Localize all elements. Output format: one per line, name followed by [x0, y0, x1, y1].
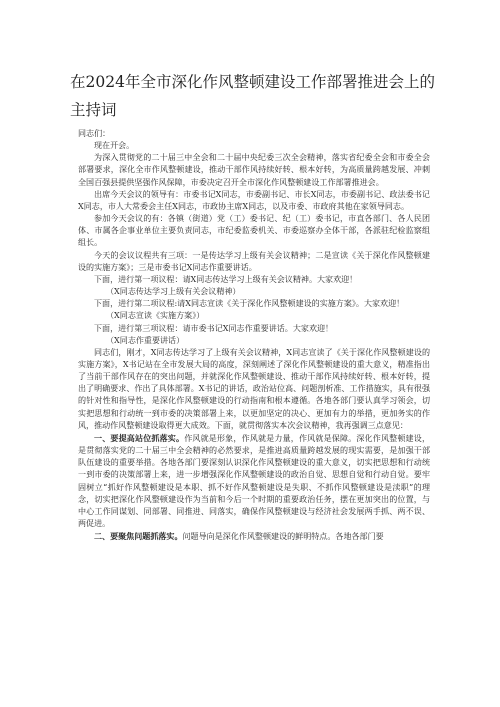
paragraph: 今天的会议议程共有三项：一是传达学习上级有关会议精神；二是宣读《关于深化作风整顿建设的实施方案》；三是市委书记X同志作重要讲话。	[78, 250, 430, 272]
section-text: 问题导向是深化作风整顿建设的鲜明特点。各地各部门要	[182, 532, 384, 542]
paragraph	[78, 432, 430, 530]
paragraph: （X同志传达学习上级有关会议精神）	[106, 287, 241, 297]
paragraph: 出席今天会议的领导有：市委书记X同志，市委副书记、市长X同志，市委副书记、政法委书记X同志，市人大常委会主任X同志，市政协主席X同志，以及市委、市政府其他在家领导同志。	[78, 189, 430, 211]
document-title: 在2024年全市深化作风整顿建设工作部署推进会上的主持词	[70, 73, 435, 119]
paragraph: 下面，进行第三项议程：请市委书记X同志作重要讲话。大家欢迎！	[94, 323, 334, 333]
paragraph: 下面，进行第二项议程:请X同志宣读《关于深化作风整顿建设的实施方案》。大家欢迎！	[94, 299, 405, 309]
section-heading: 二、要聚焦问题抓落实。	[94, 531, 183, 542]
paragraph: 为深入贯彻党的二十届三中全会和二十届中央纪委三次全会精神，落实省纪委全会和市委全会部署要求，深化全市作风整顿建设，推动干部作风持续好转、根本好转，为高质量跨越发展、冲刺全国百强县提供坚强作风保障，市委决定召开全市深化作风整顿建设工作部署推进会。	[78, 153, 430, 187]
paragraph: 同志们，刚才，X同志传达学习了上级有关会议精神，X同志宣读了《关于深化作风整顿建设的实施方案》，X书记站在全市发展大局的高度，深刻阐述了深化作风整顿建设的重大意义，精准指出了当前干部作风存在的突出问题，并就深化作风整顿建设、推动干部作风持续好转、根本好转，提出了明确要求、作出了具体部署。X书记的讲话，政治站位高、问题剖析准、工作措施实，具有很强的针对性和指导性，是深化作风整顿建设的行动指南和根本遵循。各地各部门要认真学习领会，切实把思想和行动统一到市委的决策部署上来，以更加坚定的决心、更加有力的举措，更加务实的作风，推动作风整顿建设取得更大成效。下面，就贯彻落实本次会议精神，我再强调三点意见：	[78, 347, 430, 430]
document-body	[78, 128, 430, 543]
section-text: 作风就是形象，作风就是力量，作风就是保障。深化作风整顿建设，是贯彻落实党的二十届三中全会精神的必然要求，是推进高质量跨越发展的现实需要，是加强干部队伍建设的重要举措。各地各部门要深刻认识深化作风整顿建设的重大意义，切实把思想和行动统一到市委的决策部署上来，进一步增强深化作风整顿建设的政治自觉、思想自觉和行动自觉。要牢固树立“抓好作风整顿建设是本职、抓不好作风整顿建设是失职、不抓作风整顿建设是渎职”的理念，切实把深化作风整顿建设作为当前和今后一个时期的重要政治任务，摆在更加突出的位置，与中心工作同谋划、同部署、同推进、同落实，确保作风整顿建设与经济社会发展两手抓、两不误、两促进。	[78, 433, 430, 528]
paragraph	[78, 530, 430, 543]
paragraph: 现在开会。	[94, 141, 135, 151]
section-heading: 一、要提高站位抓落实。	[94, 432, 185, 443]
paragraph: （X同志宣读《实施方案》）	[106, 311, 205, 321]
paragraph: 下面，进行第一项议程：请X同志传达学习上级有关会议精神。大家欢迎！	[94, 274, 358, 284]
paragraph: （X同志作重要讲话）	[106, 335, 185, 345]
paragraph: 参加今天会议的有：各镇（街道）党（工）委书记、纪（工）委书记，市直各部门、各人民团体、市属各企事业单位主要负责同志，市纪委监委机关、市委巡察办全体干部，各派驻纪检监察组组长。	[78, 214, 430, 248]
salutation: 同志们：	[78, 129, 111, 138]
